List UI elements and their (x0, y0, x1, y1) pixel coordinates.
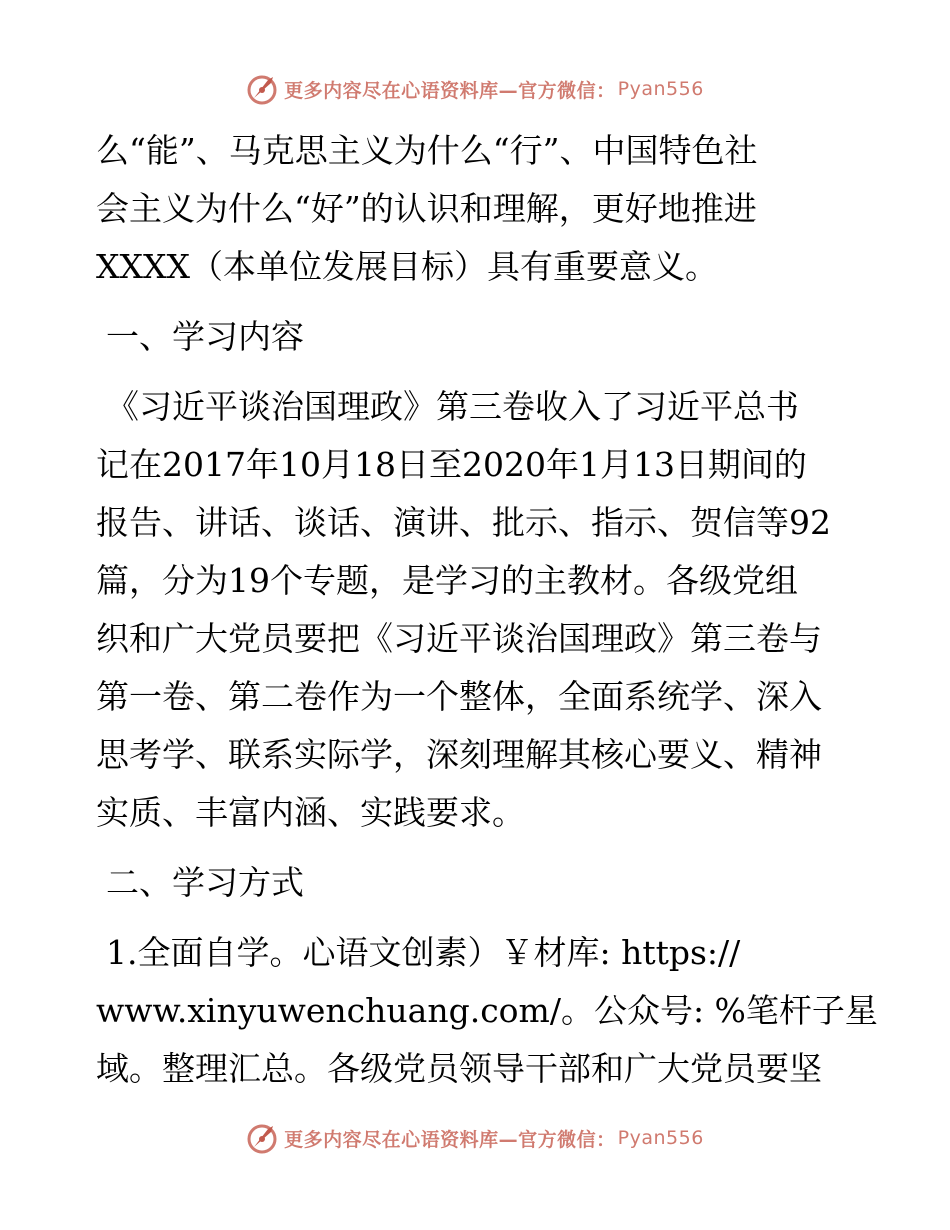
body-line: 第一卷、第二卷作为一个整体，全面系统学、深入 (96, 677, 822, 716)
document-body (96, 122, 878, 1098)
watermark-text: 更多内容尽在心语资料库—官方微信： (284, 79, 616, 102)
body-line: 思考学、联系实际学，深刻理解其核心要义、精神 (96, 735, 822, 774)
quill-logo-icon (246, 72, 280, 106)
section-heading-2: 二、学习方式 (106, 863, 304, 902)
body-line: 报告、讲话、谈话、演讲、批示、指示、贺信等92 (96, 503, 831, 542)
body-line: 织和广大党员要把《习近平谈治国理政》第三卷与 (96, 619, 822, 658)
body-line: 么“能”、马克思主义为什么“行”、中国特色社 (96, 131, 758, 170)
watermark-text: 更多内容尽在心语资料库—官方微信： (284, 1128, 616, 1151)
body-line: 记在2017年10月18日至2020年1月13日期间的 (96, 445, 807, 484)
body-line: XXXX（本单位发展目标）具有重要意义。 (96, 247, 718, 286)
body-line: 1.全面自学。心语文创素）￥材库: https:// (106, 933, 741, 972)
watermark-wechat-id: Pyan556 (617, 78, 704, 100)
body-line: 域。整理汇总。各级党员领导干部和广大党员要坚 (96, 1049, 822, 1088)
footer-watermark (0, 1121, 950, 1155)
quill-logo-icon (246, 1121, 280, 1155)
body-line: 会主义为什么“好”的认识和理解，更好地推进 (96, 189, 757, 228)
watermark-wechat-id: Pyan556 (617, 1127, 704, 1149)
body-line: 篇，分为19个专题，是学习的主教材。各级党组 (96, 561, 798, 600)
body-line: 《习近平谈治国理政》第三卷收入了习近平总书 (106, 387, 799, 426)
section-heading-1: 一、学习内容 (106, 317, 304, 356)
body-line: www.xinyuwenchuang.com/。公众号: %笔杆子星 (96, 991, 878, 1030)
body-line: 实质、丰富内涵、实践要求。 (96, 793, 525, 832)
header-watermark (0, 72, 950, 106)
